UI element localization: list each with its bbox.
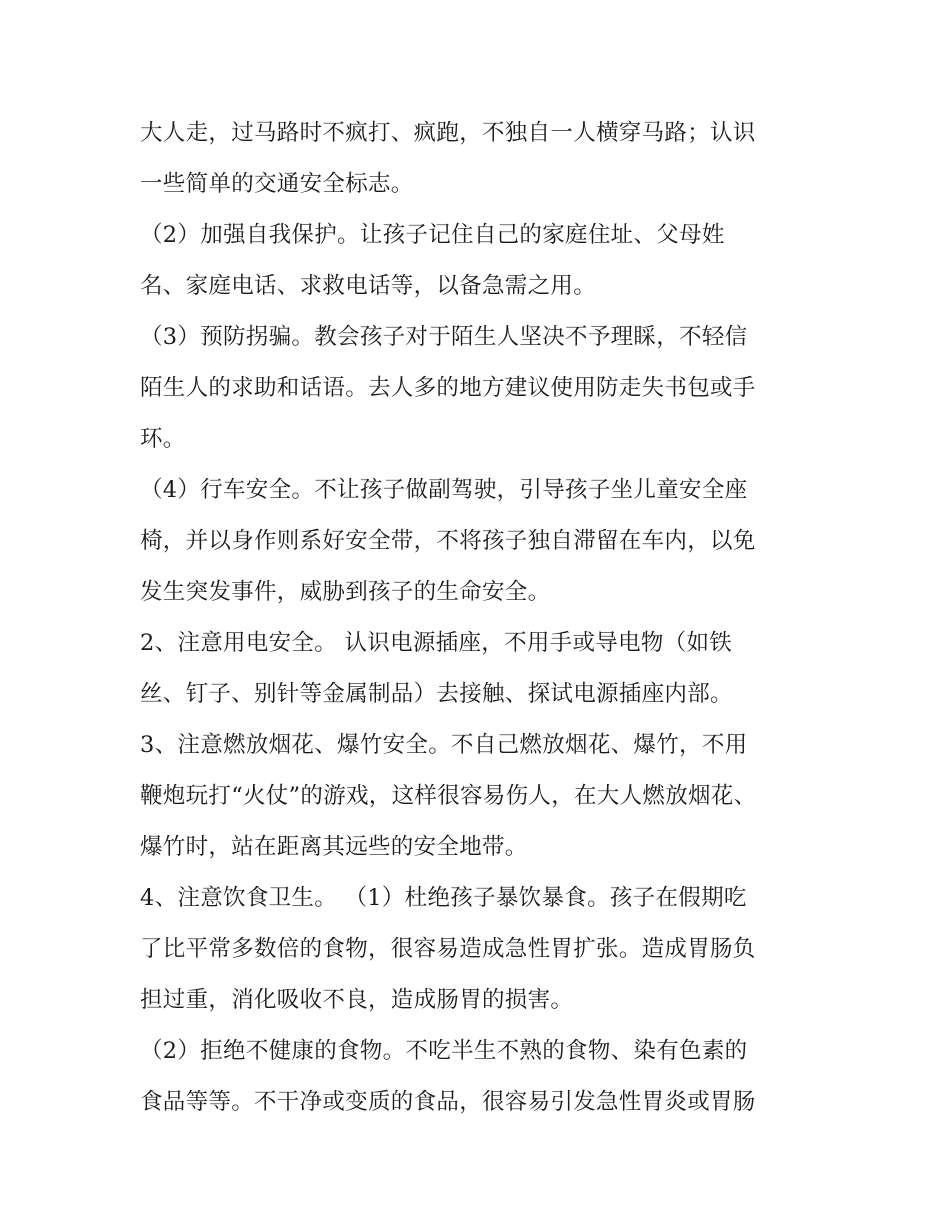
text-line: （4）行车安全。不让孩子做副驾驶，引导孩子坐儿童安全座 — [140, 477, 748, 503]
text-line: 发生突发事件，威胁到孩子的生命安全。 — [140, 579, 551, 605]
text-line: 了比平常多数倍的食物，很容易造成急性胃扩张。造成胃肠负 — [140, 936, 756, 962]
text-line: 大人走，过马路时不疯打、疯跑，不独自一人横穿马路；认识 — [140, 120, 756, 146]
text-line: 鞭炮玩打“火仗”的游戏，这样很容易伤人，在大人燃放烟花、 — [140, 783, 757, 809]
text-line: 4、注意饮食卫生。 （1）杜绝孩子暴饮暴食。孩子在假期吃 — [140, 885, 747, 911]
text-line: 一些简单的交通安全标志。 — [140, 171, 414, 197]
text-line: 椅，并以身作则系好安全带，不将孩子独自滞留在车内，以免 — [140, 528, 756, 554]
text-line: 2、注意用电安全。 认识电源插座，不用手或导电物（如铁 — [140, 630, 733, 656]
body-text — [140, 108, 830, 1128]
text-line: 名、家庭电话、求救电话等，以备急需之用。 — [140, 273, 597, 299]
text-line: 食品等等。不干净或变质的食品，很容易引发急性胃炎或胃肠 — [140, 1089, 756, 1115]
text-line: 爆竹时，站在距离其远些的安全地带。 — [140, 834, 528, 860]
text-line: 担过重，消化吸收不良，造成肠胃的损害。 — [140, 987, 574, 1013]
text-line: （2）加强自我保护。让孩子记住自己的家庭住址、父母姓 — [140, 222, 725, 248]
text-line: （2）拒绝不健康的食物。不吃半生不熟的食物、染有色素的 — [140, 1038, 748, 1064]
text-line: 陌生人的求助和话语。去人多的地方建议使用防走失书包或手 — [140, 375, 756, 401]
text-line: 3、注意燃放烟花、爆竹安全。不自己燃放烟花、爆竹，不用 — [140, 732, 748, 758]
text-line: 丝、钉子、别针等金属制品）去接触、探试电源插座内部。 — [140, 681, 733, 707]
text-line: 环。 — [140, 426, 186, 452]
text-line: （3）预防拐骗。教会孩子对于陌生人坚决不予理睬，不轻信 — [140, 324, 748, 350]
